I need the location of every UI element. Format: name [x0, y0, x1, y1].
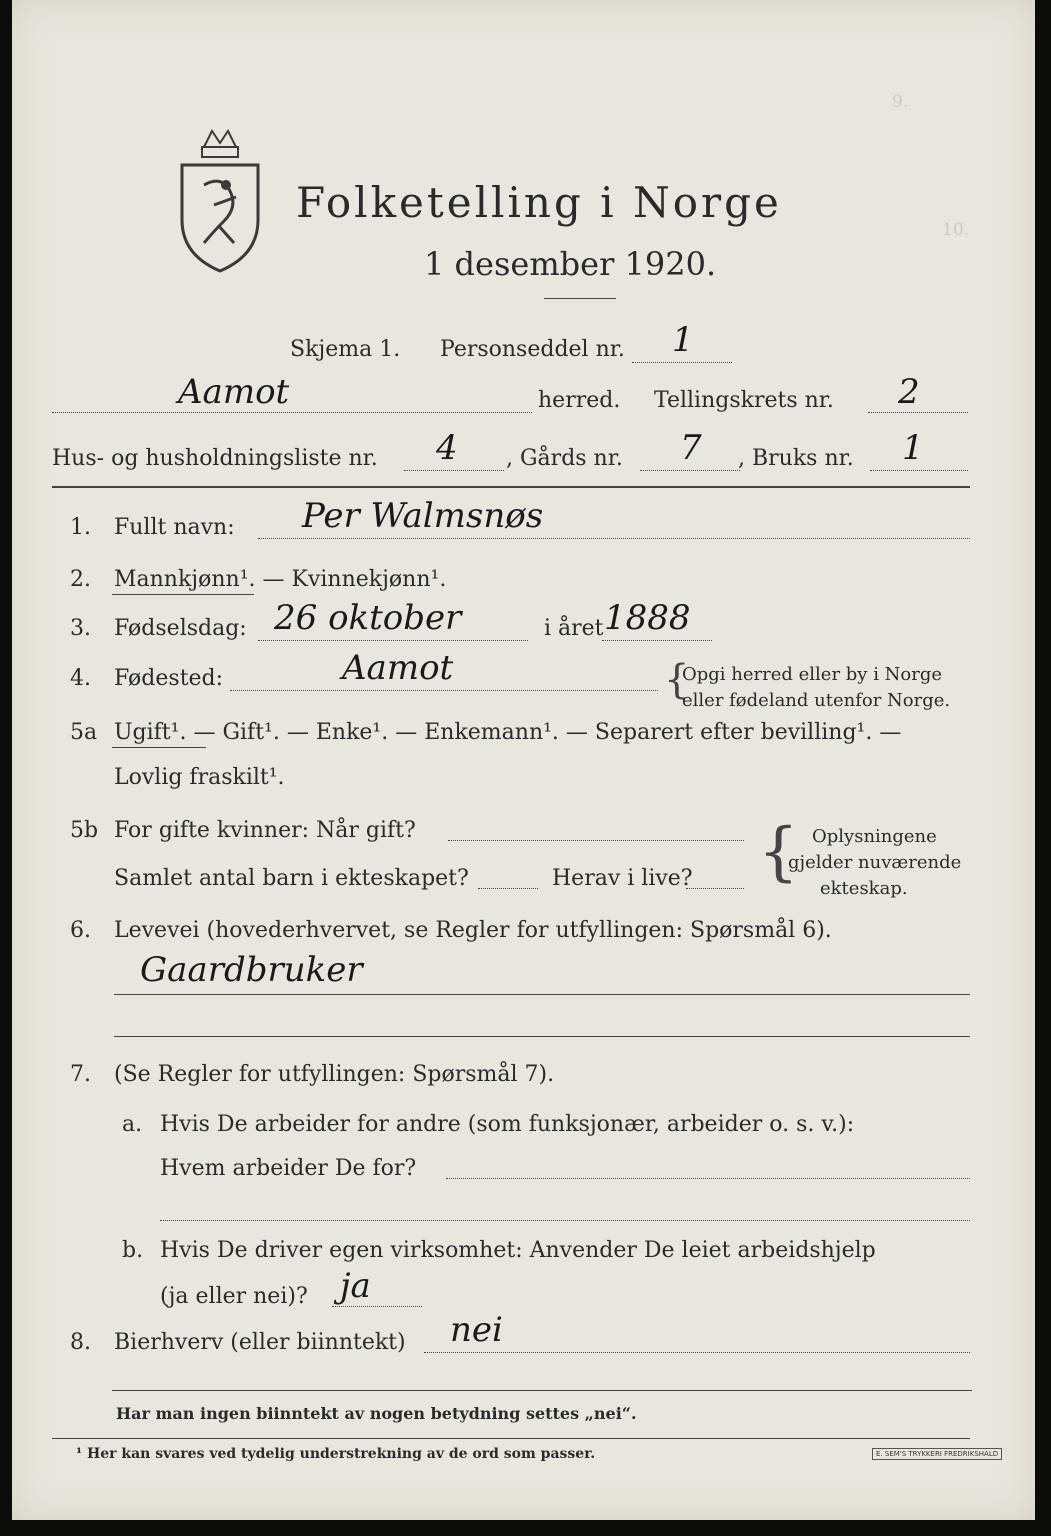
q7a-letter: a. — [122, 1112, 143, 1137]
full-name-value[interactable]: Per Walmsnøs — [302, 496, 544, 536]
hus-value[interactable]: 4 — [436, 428, 458, 468]
birthplace-note-1: Opgi herred eller by i Norge — [682, 664, 943, 685]
birth-year-value[interactable]: 1888 — [604, 598, 691, 638]
footnote: ¹ Her kan svares ved tydelig understrekning av de ord som passer. — [76, 1446, 596, 1462]
marital-options: Ugift¹. — Gift¹. — Enke¹. — Enkemann¹. — Separert efter bevilling¹. — — [114, 720, 902, 745]
occupation-line — [114, 994, 970, 995]
hired-help-value[interactable]: ja — [340, 1266, 371, 1306]
herred-label: herred. — [538, 388, 621, 413]
birthplace-line — [230, 690, 658, 691]
herred-line — [52, 412, 532, 413]
q7b-letter: b. — [122, 1238, 144, 1263]
q3-number: 3. — [70, 616, 91, 641]
q7a-line2: Hvem arbeider De for? — [160, 1156, 417, 1181]
tellingskrets-line — [868, 412, 968, 413]
q7-number: 7. — [70, 1062, 91, 1087]
birthday-value[interactable]: 26 oktober — [274, 598, 462, 638]
marriage-note-2: gjelder nuværende — [788, 852, 962, 873]
bruks-line — [870, 470, 968, 471]
gards-line — [640, 470, 740, 471]
bruks-label: , Bruks nr. — [738, 446, 854, 471]
hus-line — [404, 470, 504, 471]
brace: { — [758, 815, 799, 889]
children-total-label: Samlet antal barn i ekteskapet? — [114, 866, 469, 891]
q4-number: 4. — [70, 666, 91, 691]
brace: { — [664, 657, 690, 703]
form-title: Folketelling i Norge — [296, 178, 782, 227]
married-when-label: For gifte kvinner: Når gift? — [114, 818, 416, 843]
footer-note: Har man ingen biinntekt av nogen betydning settes „nei“. — [116, 1404, 637, 1423]
marital-options-2: Lovlig fraskilt¹. — [114, 765, 285, 790]
occupation-value[interactable]: Gaardbruker — [140, 950, 363, 990]
tellingskrets-value[interactable]: 2 — [898, 372, 920, 412]
q7b-line1: Hvis De driver egen virksomhet: Anvender De leiet arbeidshjelp — [160, 1238, 876, 1263]
occupation-line-2 — [114, 1036, 970, 1037]
side-income-line — [424, 1352, 970, 1353]
census-form-page — [12, 0, 1035, 1520]
side-income-value[interactable]: nei — [450, 1310, 503, 1350]
q7b-line2: (ja eller nei)? — [160, 1284, 308, 1309]
gender-underline — [112, 594, 254, 595]
birthplace-value[interactable]: Aamot — [342, 648, 454, 688]
show-through-text: 9. — [892, 92, 909, 112]
personseddel-value[interactable]: 1 — [672, 320, 694, 360]
marriage-note-1: Oplysningene — [812, 826, 937, 847]
employer-line-2[interactable] — [160, 1220, 970, 1221]
children-total-line[interactable] — [478, 888, 538, 889]
q4-label: Fødested: — [114, 666, 224, 691]
birthday-line — [258, 640, 528, 641]
gender-options: Mannkjønn¹. — Kvinnekjønn¹. — [114, 567, 447, 592]
show-through-text: 10. — [942, 220, 970, 240]
employer-line[interactable] — [446, 1178, 970, 1179]
hus-label: Hus- og husholdningsliste nr. — [52, 446, 378, 471]
q8-number: 8. — [70, 1330, 91, 1355]
married-when-line[interactable] — [448, 840, 744, 841]
bruks-value[interactable]: 1 — [902, 428, 924, 468]
personseddel-label: Personseddel nr. — [440, 337, 625, 362]
birthplace-note-2: eller fødeland utenfor Norge. — [682, 690, 951, 711]
title-divider — [544, 298, 616, 299]
q5a-number: 5a — [70, 720, 98, 745]
marital-underline — [112, 747, 206, 748]
q3-label: Fødselsdag: — [114, 616, 247, 641]
norway-coat-of-arms-icon — [174, 125, 266, 275]
children-alive-label: Herav i live? — [552, 866, 693, 891]
census-date: 1 desember 1920. — [424, 245, 717, 283]
footnote-divider — [52, 1438, 970, 1439]
year-label: i året — [544, 616, 604, 641]
marriage-note-3: ekteskap. — [820, 878, 908, 899]
q1-label: Fullt navn: — [114, 515, 235, 540]
skjema-label: Skjema 1. — [290, 337, 401, 362]
herred-value[interactable]: Aamot — [178, 372, 290, 412]
q1-number: 1. — [70, 515, 91, 540]
q2-number: 2. — [70, 567, 91, 592]
gards-value[interactable]: 7 — [680, 428, 702, 468]
children-alive-line[interactable] — [686, 888, 744, 889]
section-divider — [52, 486, 970, 488]
year-line — [602, 640, 712, 641]
printer-stamp: E. SEM'S TRYKKERI FREDRIKSHALD — [872, 1448, 1002, 1460]
gards-label: , Gårds nr. — [506, 446, 623, 471]
tellingskrets-label: Tellingskrets nr. — [654, 388, 834, 413]
q7a-line1: Hvis De arbeider for andre (som funksjonær, arbeider o. s. v.): — [160, 1112, 855, 1137]
occupation-label: Levevei (hovederhvervet, se Regler for utfyllingen: Spørsmål 6). — [114, 918, 832, 943]
hired-help-line — [332, 1306, 422, 1307]
q6-number: 6. — [70, 918, 91, 943]
q5b-number: 5b — [70, 818, 99, 843]
footer-divider — [112, 1390, 972, 1391]
personseddel-line — [632, 362, 732, 363]
q1-line — [258, 538, 970, 539]
side-income-label: Bierhverv (eller biinntekt) — [114, 1330, 406, 1355]
q7-label: (Se Regler for utfyllingen: Spørsmål 7). — [114, 1062, 555, 1087]
